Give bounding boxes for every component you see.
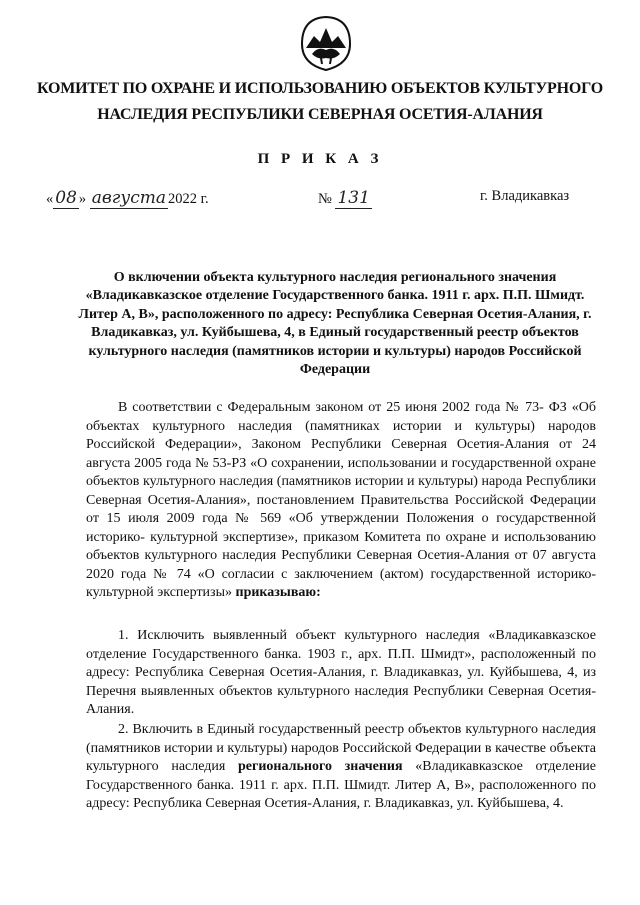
item-2-bold: регионального значения [238,759,403,774]
date-day: 08 [55,188,77,208]
date-month: августа [91,188,167,208]
order-city: г. Владикавказ [480,188,570,204]
order-number [318,188,372,208]
item-2-text-b: «Владикавказское отделение Государственного банка. 1911 г. арх. П.П. Шмидт. Литер А, В», расположенного по адресу: Республика Северная Осетия-Алания, г. Владикавказ, ул. Куйбышева, 4. [86,759,597,811]
coat-of-arms-emblem [298,14,354,72]
number-label: № [318,191,332,207]
item-2-text-a: 2. Включить в Единый государственный реестр объектов культурного наследия (памятников истории и культуры) народов Российской Федерации в качестве объекта культурного наследия [86,722,596,774]
preamble-text: В соответствии с Федеральным законом от 25 июня 2002 года № 73- ФЗ «Об объектах культурного наследия (памятниках истории и культуры) народов Российской Федерации», Законом Республики Северная Осетия-Алания от 24 августа 2005 года № 53-РЗ «О сохранении, использовании и государственной охране объектов культурного наследия (памятников истории и культуры) народа Республики Северная Осетия-Алания», постановлением Правительства Российской Федерации от 15 июля 2009 года № 569 «Об утверждении Положения о государственной историко- культурной экспертизе», приказом Комитета по охране и использованию объектов культурного наследия Республики Северная Осетия-Алания от 07 августа 2020 года № 74 «О согласии с заключением (актом) государственной историко-культурной экспертизы» [86,400,596,600]
order-date [46,188,209,208]
item-1-paragraph: 1. Исключить выявленный объект культурного наследия «Владикавказское отделение Государственного банка. 1903 г., арх. П.П. Шмидт», расположенный по адресу: Республика Северная Осетия-Алания, г. Владикавказ, ул. Куйбышева, 4, из Перечня выявленных объектов культурного наследия Республики Северная Осетия-Алания. [86,628,596,717]
organization-name-line1: КОМИТЕТ ПО ОХРАНЕ И ИСПОЛЬЗОВАНИЮ ОБЪЕКТОВ КУЛЬТУРНОГО [37,80,603,97]
order-heading: О включении объекта культурного наследия регионального значения «Владикавказское отделение Государственного банка. 1911 г. арх. П.П. Шмидт. Литер А, В», расположенного по адресу: Республика Северная Осетия-Алания, г. Владикавказ, ул. Куйбышева, 4, в Единый государственный реестр объектов культурного наследия (памятников истории и культуры) народов Российской Федерации [78,270,592,378]
document-type-title: П Р И К А З [257,151,383,167]
date-year: 2022 г. [168,191,209,207]
date-quote-close: » [78,191,87,207]
number-value: 131 [337,188,370,208]
item-2-paragraph [86,721,596,814]
date-quote-open: « [46,191,54,207]
preamble-directive: приказываю: [235,585,321,600]
organization-name-line2: НАСЛЕДИЯ РЕСПУБЛИКИ СЕВЕРНАЯ ОСЕТИЯ-АЛАНИЯ [97,106,543,123]
preamble-paragraph [86,399,596,603]
